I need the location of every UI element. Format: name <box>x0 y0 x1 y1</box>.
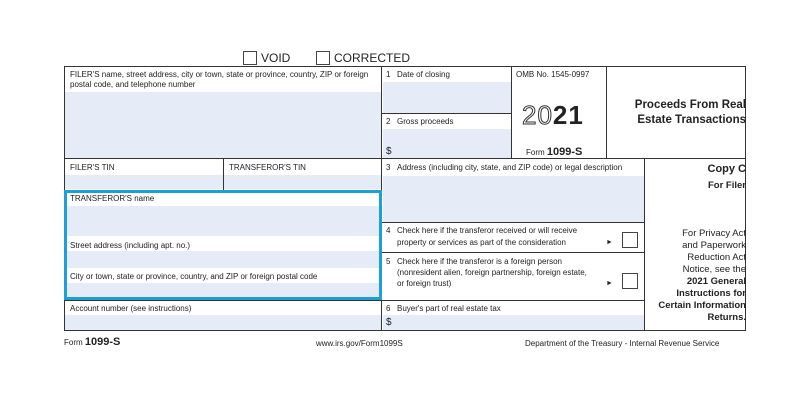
property-address-field[interactable] <box>383 176 644 222</box>
box1-number: 1 <box>386 70 391 79</box>
currency-symbol: $ <box>386 146 392 157</box>
box6-label: Buyer's part of real estate tax <box>397 304 501 313</box>
box5-checkbox[interactable] <box>622 273 638 289</box>
void-checkbox[interactable] <box>243 51 257 65</box>
transferor-name-label: TRANSFEROR'S name <box>70 194 155 203</box>
privacy-line7: Certain Information <box>658 300 746 311</box>
filer-info-label: FILER'S name, street address, city or town, state or province, country, ZIP or foreign postal code, and telephone number <box>70 70 369 89</box>
privacy-line4: Notice, see the <box>682 264 746 275</box>
footer-form <box>64 336 120 348</box>
account-number-label: Account number (see instructions) <box>70 304 192 313</box>
box1-label: Date of closing <box>397 70 450 79</box>
divider <box>382 113 511 114</box>
footer-form-prefix: Form <box>64 338 83 347</box>
omb-number: OMB No. 1545-0997 <box>516 70 590 79</box>
filers-tin-label: FILER'S TIN <box>70 163 115 172</box>
privacy-line2: and Paperwork <box>682 240 746 251</box>
transferors-tin-label: TRANSFEROR'S TIN <box>229 163 306 172</box>
form-prefix: Form <box>526 148 545 157</box>
divider <box>644 159 645 331</box>
date-of-closing-field[interactable] <box>383 82 511 113</box>
corrected-label: CORRECTED <box>334 51 411 65</box>
divider <box>64 300 644 301</box>
form-title <box>608 98 746 128</box>
box5-number: 5 <box>386 257 391 266</box>
arrow-icon: ► <box>606 280 613 287</box>
box4-line1: Check here if the transferor received or will receive <box>397 226 578 235</box>
gross-proceeds-field[interactable] <box>383 129 511 158</box>
privacy-line8: Returns. <box>707 312 746 323</box>
box3-number: 3 <box>386 163 391 172</box>
box2-label: Gross proceeds <box>397 117 454 126</box>
divider <box>511 66 512 158</box>
title-line1: Proceeds From Real <box>634 99 746 111</box>
void-label: VOID <box>261 51 291 65</box>
buyers-real-estate-tax-field[interactable] <box>383 315 644 330</box>
box3-label: Address (including city, state, and ZIP code) or legal description <box>397 163 623 172</box>
title-line2: Estate Transactions <box>637 114 746 126</box>
box5-line3: or foreign trust) <box>397 279 452 288</box>
divider <box>606 66 607 158</box>
box2-number: 2 <box>386 117 391 126</box>
account-number-field[interactable] <box>65 315 381 330</box>
footer-form-name: 1099-S <box>84 336 121 348</box>
year-light: 20 <box>522 100 553 130</box>
arrow-icon: ► <box>606 239 613 246</box>
tax-year <box>522 100 584 130</box>
street-address-label: Street address (including apt. no.) <box>70 241 191 250</box>
privacy-notice <box>646 228 746 324</box>
transferors-tin-field[interactable] <box>224 175 381 189</box>
box5-line2: (nonresident alien, foreign partnership, foreign estate, <box>397 268 587 277</box>
box5-line1: Check here if the transferor is a foreign person <box>397 257 562 266</box>
currency-symbol: $ <box>386 317 392 328</box>
year-bold: 21 <box>552 100 584 130</box>
filer-info-field[interactable] <box>65 92 381 158</box>
privacy-line3: Reduction Act <box>687 252 746 263</box>
box6-number: 6 <box>386 304 391 313</box>
privacy-line1: For Privacy Act <box>682 228 746 239</box>
divider <box>382 222 644 223</box>
city-state-zip-label: City or town, state or province, country, and ZIP or foreign postal code <box>70 272 318 281</box>
box4-number: 4 <box>386 226 391 235</box>
filers-tin-field[interactable] <box>65 175 223 189</box>
copy-title: Copy C <box>707 163 746 175</box>
footer-url: www.irs.gov/Form1099S <box>316 339 403 348</box>
copy-subtitle: For Filer <box>707 180 746 191</box>
privacy-line6: Instructions for <box>676 288 746 299</box>
corrected-checkbox[interactable] <box>316 51 330 65</box>
form-number: 1099-S <box>546 146 583 158</box>
divider <box>382 252 644 253</box>
form-name-label <box>526 146 582 158</box>
box4-checkbox[interactable] <box>622 232 638 248</box>
footer-department: Department of the Treasury - Internal Revenue Service <box>525 339 720 348</box>
box4-line2: property or services as part of the consideration <box>397 238 566 247</box>
privacy-line5: 2021 General <box>686 276 746 287</box>
